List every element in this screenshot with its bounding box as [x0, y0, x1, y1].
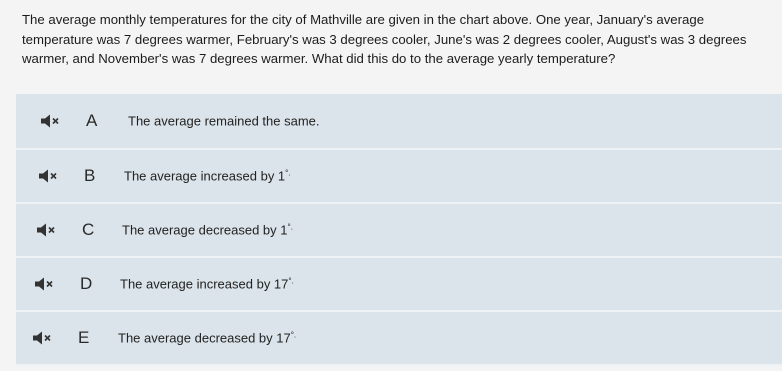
choice-text: The average increased by 17°. [120, 276, 294, 292]
choice-letter: A [86, 111, 98, 130]
speaker-muted-icon[interactable] [38, 169, 60, 183]
choice-text: The average decreased by 17°. [118, 330, 297, 346]
speaker-muted-icon[interactable] [36, 223, 58, 237]
choice-b[interactable] [16, 150, 782, 204]
choice-a[interactable] [16, 94, 782, 150]
choice-e[interactable] [16, 312, 782, 366]
question-line-2: temperature was 7 degrees warmer, February's was 3 degrees cooler, June's was 2 degrees cooler, August's was 3 degrees [22, 31, 747, 47]
question-line-3: warmer, and November's was 7 degrees warmer. What did this do to the average yearly temperature? [22, 51, 616, 66]
choice-letter: E [78, 328, 90, 347]
choice-text: The average increased by 1°. [124, 168, 291, 184]
choice-text: The average decreased by 1°. [122, 222, 293, 238]
speaker-muted-icon[interactable] [32, 331, 54, 345]
speaker-muted-icon[interactable] [40, 114, 62, 128]
choice-c[interactable] [16, 204, 782, 258]
choice-letter: D [80, 274, 93, 293]
choice-letter: C [82, 220, 95, 239]
question-text [22, 10, 778, 69]
choice-letter: B [84, 166, 96, 185]
choice-d[interactable] [16, 258, 782, 312]
speaker-muted-icon[interactable] [34, 277, 56, 291]
choice-text: The average remained the same. [128, 113, 320, 129]
answer-choices [16, 94, 782, 366]
question-line-1: The average monthly temperatures for the city of Mathville are given in the chart above. One year, January's average [22, 12, 705, 27]
